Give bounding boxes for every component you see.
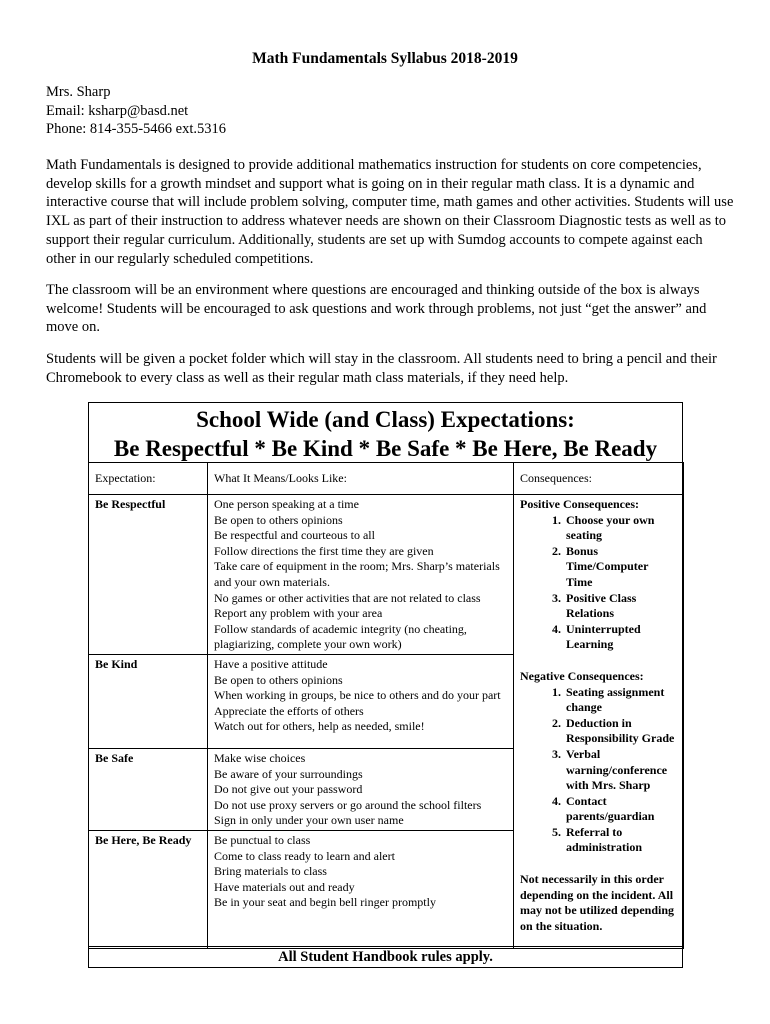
negative-consequences-list	[520, 685, 677, 857]
table-row	[89, 495, 684, 655]
materials-paragraph: Students will be given a pocket folder which will stay in the classroom. All students need to bring a pencil and their Chromebook to every class as well as their regular math class materials, if they need help.	[46, 351, 717, 386]
list-item: When working in groups, be nice to others and do your part	[214, 688, 501, 703]
list-item: 3. Positive Class Relations	[564, 591, 677, 622]
list-item: 2. Deduction in Responsibility Grade	[564, 716, 677, 747]
expectation-items	[208, 495, 514, 655]
expectations-heading-line1: School Wide (and Class) Expectations:	[196, 407, 575, 432]
positive-consequences-list	[520, 513, 677, 653]
expectation-items	[208, 748, 514, 830]
list-item: Sign in only under your own user name	[214, 813, 404, 828]
list-item: Be punctual to class	[214, 832, 311, 847]
course-description-paragraph: Math Fundamentals is designed to provide additional mathematics instruction for students on core competencies, develop skills for a growth mindset and support what is going on in their regular math class. It is a dynamic and interactive course that will include problem solving, computer time, math games and other activities. Students will use IXL as part of their instruction to address whatever needs are shown on their Classroom Diagnostic tests as well as to support their regular curriculum. Additionally, students are set up with Sumdog accounts to compete against each other in our regularly scheduled competitions.	[46, 157, 734, 267]
list-item: Report any problem with your area	[214, 606, 383, 621]
expectations-heading	[89, 403, 682, 464]
list-item: Be open to others opinions	[214, 672, 343, 687]
expectation-name: Be Here, Be Ready	[89, 830, 208, 948]
list-item: One person speaking at a time	[214, 497, 359, 511]
list-item: Appreciate the efforts of others	[214, 703, 364, 718]
list-item: Be in your seat and begin bell ringer promptly	[214, 895, 436, 910]
list-item: Make wise choices	[214, 750, 306, 765]
column-header: What It Means/Looks Like:	[208, 463, 514, 495]
list-item: Do not use proxy servers or go around the school filters	[214, 797, 482, 812]
list-item: 1. Choose your own seating	[564, 513, 677, 544]
column-header: Consequences:	[514, 463, 684, 495]
expectations-grid	[88, 462, 684, 949]
table-header-row	[89, 463, 684, 495]
consequences-note: Not necessarily in this order depending on the incident. All may not be utilized depending on the situation.	[520, 872, 675, 933]
list-item: Take care of equipment in the room; Mrs. Sharp’s materials and your own materials.	[214, 559, 500, 589]
expectations-heading-line2: Be Respectful * Be Kind * Be Safe * Be Here, Be Ready	[113, 436, 658, 461]
list-item: 1. Seating assignment change	[564, 685, 677, 716]
list-item: Be aware of your surroundings	[214, 766, 363, 781]
list-item: Come to class ready to learn and alert	[214, 848, 395, 863]
list-item: 2. Bonus Time/Computer Time	[564, 544, 677, 591]
contact-block	[46, 83, 226, 139]
list-item: 4. Contact parents/guardian	[564, 794, 677, 825]
handbook-footer: All Student Handbook rules apply.	[89, 946, 682, 967]
expectation-items	[208, 654, 514, 748]
classroom-environment-paragraph: The classroom will be an environment where questions are encouraged and thinking outside of the box is always welcome! Students will be encouraged to ask questions and work through problems, not just “get the answer” and move on.	[46, 282, 707, 336]
expectation-name: Be Safe	[89, 748, 208, 830]
list-item: Have materials out and ready	[214, 879, 355, 894]
list-item: Do not give out your password	[214, 782, 363, 797]
list-item: Follow directions the first time they are given	[214, 543, 434, 558]
list-item: Be open to others opinions	[214, 512, 343, 527]
list-item: 3. Verbal warning/conference with Mrs. Sharp	[564, 747, 677, 794]
list-item: Be respectful and courteous to all	[214, 528, 375, 543]
list-item: Follow standards of academic integrity (no cheating, plagiarizing, complete your own work)	[214, 621, 467, 652]
page-title: Math Fundamentals Syllabus 2018-2019	[252, 50, 518, 67]
expectation-items	[208, 830, 514, 948]
list-item: Bring materials to class	[214, 864, 327, 879]
negative-consequences-title: Negative Consequences:	[520, 668, 644, 683]
list-item: 4. Uninterrupted Learning	[564, 622, 677, 653]
teacher-email: Email: ksharp@basd.net	[46, 102, 189, 119]
expectation-name: Be Respectful	[89, 495, 208, 655]
consequences-cell	[514, 495, 684, 949]
list-item: 5. Referral to administration	[564, 825, 677, 856]
expectations-table	[88, 402, 683, 968]
teacher-phone: Phone: 814-355-5466 ext.5316	[46, 121, 227, 137]
list-item: Watch out for others, help as needed, smile!	[214, 719, 425, 734]
list-item: Have a positive attitude	[214, 656, 328, 671]
teacher-name: Mrs. Sharp	[46, 84, 111, 100]
positive-consequences-title: Positive Consequences:	[520, 497, 639, 511]
expectation-name: Be Kind	[89, 654, 208, 748]
column-header: Expectation:	[89, 463, 208, 495]
list-item: No games or other activities that are not related to class	[214, 590, 481, 605]
